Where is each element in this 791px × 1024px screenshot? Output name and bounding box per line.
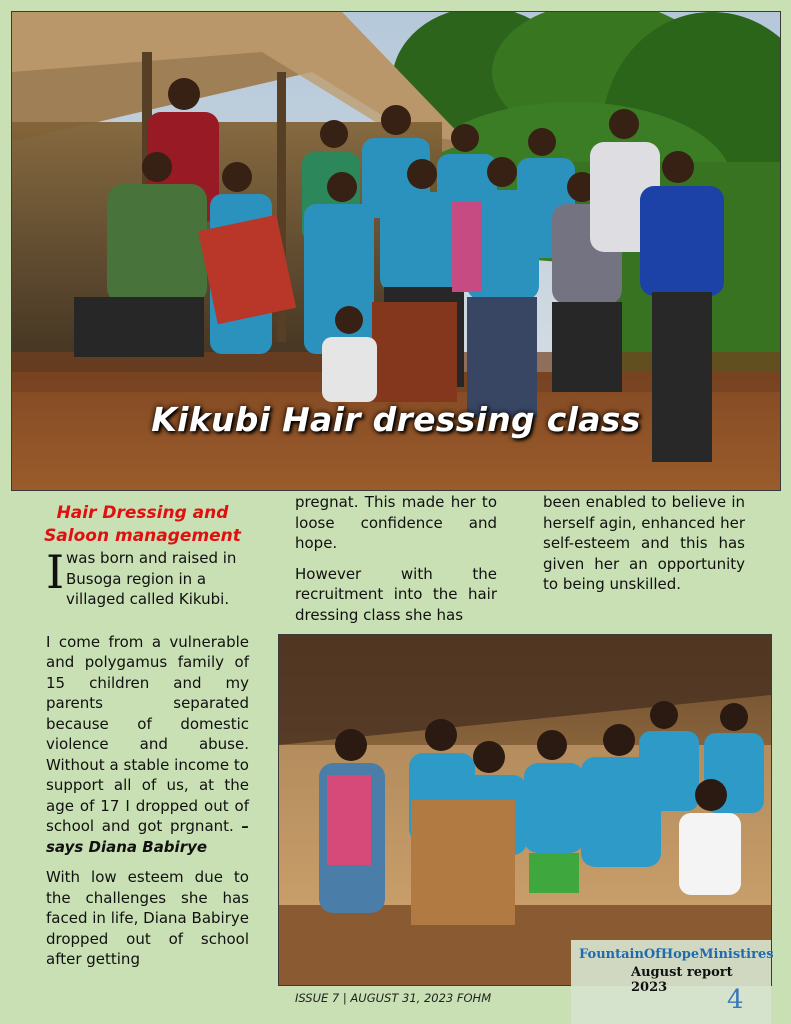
class-photo-illustration (279, 635, 771, 985)
article-paragraph: pregnat. This made her to loose confidence and hope. (295, 493, 497, 552)
drop-cap: I (46, 545, 65, 599)
paragraph-text: I come from a vulnerable and polygamus family of 15 children and my parents separated because of domestic violence and abuse. Without a stable income to support all of us, at the age of 17 I dropped out of school and got prgnant. (46, 632, 249, 835)
photo-caption: Kikubi Hair dressing class (151, 400, 641, 439)
report-label: August report 2023 (631, 965, 733, 995)
page-number: 4 (727, 985, 744, 1015)
class-photo-indoor (278, 634, 772, 986)
article-heading: Hair Dressing and Saloon management (44, 503, 241, 546)
article-paragraph: However with the recruitment into the hair dressing class she has (295, 564, 497, 624)
article-paragraph: been enabled to believe in herself agin, enhanced her self-esteem and this has given her an opportunity to being unskilled. (543, 493, 745, 593)
article-column-2 (295, 492, 497, 635)
group-photo-outdoor (11, 11, 781, 491)
quote-attribution: – says Diana Babirye (46, 817, 249, 856)
brand-box (571, 940, 774, 1024)
article-column-1 (46, 502, 249, 980)
article-paragraph (46, 632, 249, 858)
issue-line: ISSUE 7 | AUGUST 31, 2023 FOHM (295, 991, 492, 1005)
paragraph-text: was born and raised in Busoga region in a villaged called Kikubi. (66, 549, 237, 608)
brand-name: FountainOfHopeMinistires (579, 947, 774, 962)
article-paragraph (46, 545, 249, 610)
article-column-3 (543, 492, 745, 605)
article-paragraph: With low esteem due to the challenges she has faced in life, Diana Babirye dropped out of school after getting (46, 868, 249, 968)
